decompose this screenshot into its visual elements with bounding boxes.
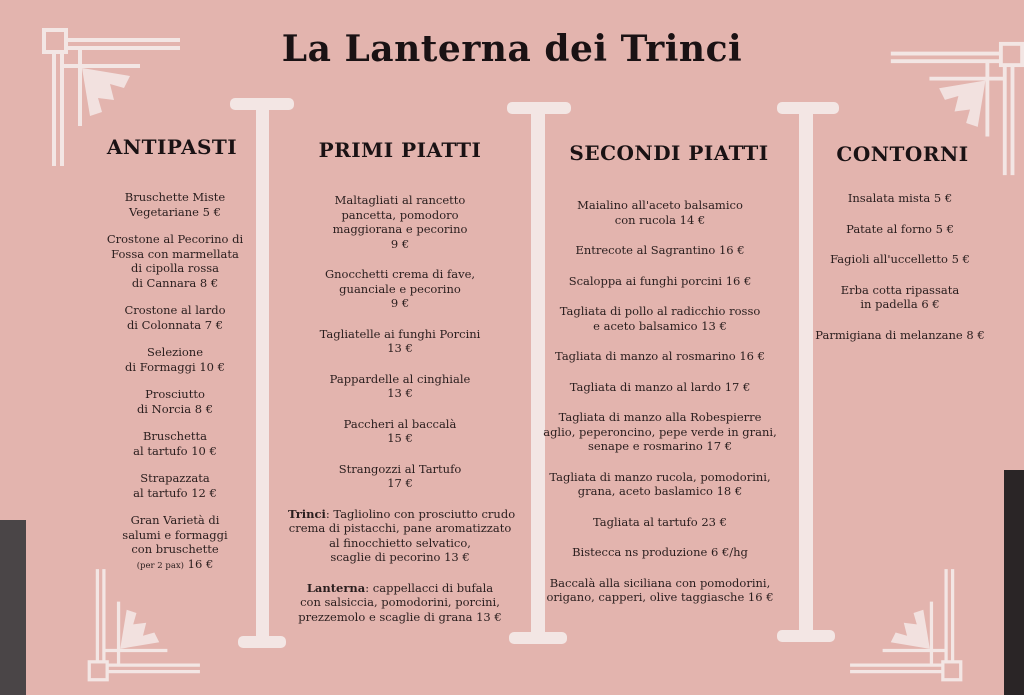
menu-item: Parmigiana di melanzane 8 € (815, 327, 985, 342)
menu-item: Erba cotta ripassata in padella 6 € (840, 282, 960, 311)
special-name: Trinci (288, 506, 326, 521)
menu-item: Tagliatelle ai funghi Porcini 13 € (319, 326, 481, 355)
contorni-list (805, 191, 995, 358)
menu-item: Strangozzi al Tartufo 17 € (338, 461, 462, 490)
menu-item: Paccheri al baccalà 15 € (343, 416, 457, 445)
special-item-lanterna: Lanterna: cappellacci di bufala con salsiccia, pomodorini, porcini, prezzemolo e scaglie di grana 13 € (298, 580, 502, 624)
menu-item: Scaloppa ai funghi porcini 16 € (568, 273, 752, 288)
menu-item: Bruschette Miste Vegetariane 5 € (124, 190, 226, 219)
menu-item: Tagliata di manzo alla Robespierre aglio, peperoncino, pepe verde in grani, senape e rosmarino 17 € (543, 410, 777, 453)
special-name: Lanterna (306, 580, 366, 595)
background-edge-right (1004, 470, 1024, 695)
menu-item: Tagliata di manzo al rosmarino 16 € (555, 349, 765, 363)
menu-item: Strapazzata al tartufo 12 € (133, 471, 217, 500)
special-item-trinci: Trinci: Tagliolino con prosciutto crudo crema di pistacchi, pane aromatizzato al finocchietto selvatico, scaglie di pecorino 13 € (288, 506, 516, 564)
menu-item: Maialino all'aceto balsamico con rucola 14 € (577, 198, 743, 227)
menu-item: Baccalà alla siciliana con pomodorini, origano, capperi, olive taggiasche 16 € (546, 575, 774, 604)
menu-item: Crostone al lardo di Colonnata 7 € (124, 303, 226, 332)
menu-item: Gnocchetti crema di fave, guanciale e pecorino 9 € (324, 267, 476, 310)
primi-list (288, 193, 516, 640)
menu-item: Bistecca ns produzione 6 €/hg (572, 545, 748, 559)
menu-item: Fagioli all'uccelletto 5 € (830, 252, 970, 266)
menu-item: Entrecote al Sagrantino 16 € (575, 243, 745, 257)
menu-item: Gran Varietà di salumi e formaggi con bruschette (per 2 pax) 16 € (122, 513, 228, 571)
section-title-contorni: CONTORNI (836, 142, 969, 166)
menu-item: Pappardelle al cinghiale 13 € (329, 371, 471, 400)
menu-item: Selezione di Formaggi 10 € (125, 345, 225, 374)
antipasti-list (95, 190, 255, 586)
restaurant-title: La Lanterna dei Trinci (281, 28, 743, 70)
section-title-antipasti: ANTIPASTI (106, 135, 238, 159)
column-divider-3 (775, 100, 845, 648)
background-edge-left (0, 520, 26, 695)
menu-item: Maltagliati al rancetto pancetta, pomodoro maggiorana e pecorino 9 € (332, 193, 468, 251)
menu-item: Tagliata al tartufo 23 € (593, 514, 727, 529)
portion-note: (per 2 pax) (136, 560, 184, 571)
section-title-primi: PRIMI PIATTI (318, 138, 482, 162)
corner-ornament-bottom-right-icon (845, 565, 965, 683)
menu-item: Patate al forno 5 € (846, 221, 954, 236)
menu-item: Tagliata di manzo al lardo 17 € (569, 379, 751, 394)
menu-item: Prosciutto di Norcia 8 € (136, 387, 214, 416)
menu-item: Tagliata di manzo rucola, pomodorini, grana, aceto baslamico 18 € (549, 469, 771, 498)
secondi-list (540, 198, 780, 621)
menu-item: Bruschetta al tartufo 10 € (133, 429, 217, 458)
menu-item: Crostone al Pecorino di Fossa con marmellata di cipolla rossa di Cannara 8 € (106, 232, 244, 290)
section-title-secondi: SECONDI PIATTI (569, 141, 769, 165)
menu-item: Tagliata di pollo al radicchio rosso e aceto balsamico 13 € (559, 304, 761, 333)
item-price: 16 € (187, 556, 214, 571)
menu-item: Insalata mista 5 € (847, 191, 953, 205)
